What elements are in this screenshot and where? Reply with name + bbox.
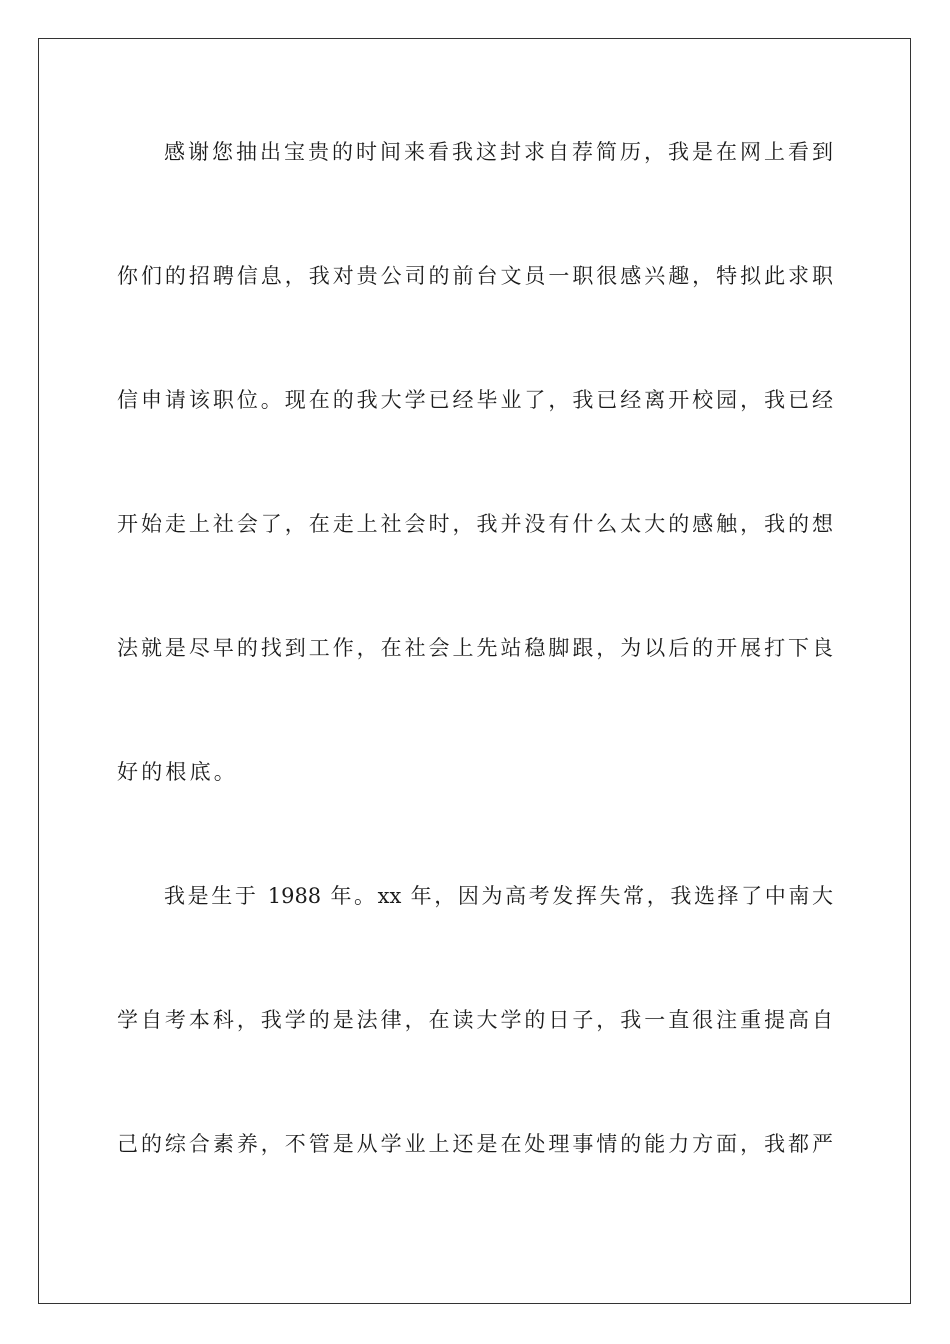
- paragraph-1-line-6: 好的根底。: [117, 760, 238, 784]
- paragraph-2-line-3: 己的综合素养，不管是从学业上还是在处理事情的能力方面，我都严: [117, 1132, 833, 1156]
- page-frame: [38, 38, 911, 1304]
- paragraph-2-line-2: 学自考本科，我学的是法律，在读大学的日子，我一直很注重提高自: [117, 1008, 833, 1032]
- paragraph-1-line-4: 开始走上社会了，在走上社会时，我并没有什么太大的感触，我的想: [117, 512, 833, 536]
- paragraph-1-line-2: 你们的招聘信息，我对贵公司的前台文员一职很感兴趣，特拟此求职: [117, 264, 833, 288]
- paragraph-1-line-3: 信申请该职位。现在的我大学已经毕业了，我已经离开校园，我已经: [117, 388, 833, 412]
- paragraph-1-line-1: 感谢您抽出宝贵的时间来看我这封求自荐简历，我是在网上看到: [164, 140, 833, 164]
- paragraph-1-line-5: 法就是尽早的找到工作，在社会上先站稳脚跟，为以后的开展打下良: [117, 636, 833, 660]
- paragraph-2-line-1: 我是生于 1988 年。xx 年，因为高考发挥失常，我选择了中南大: [164, 884, 833, 908]
